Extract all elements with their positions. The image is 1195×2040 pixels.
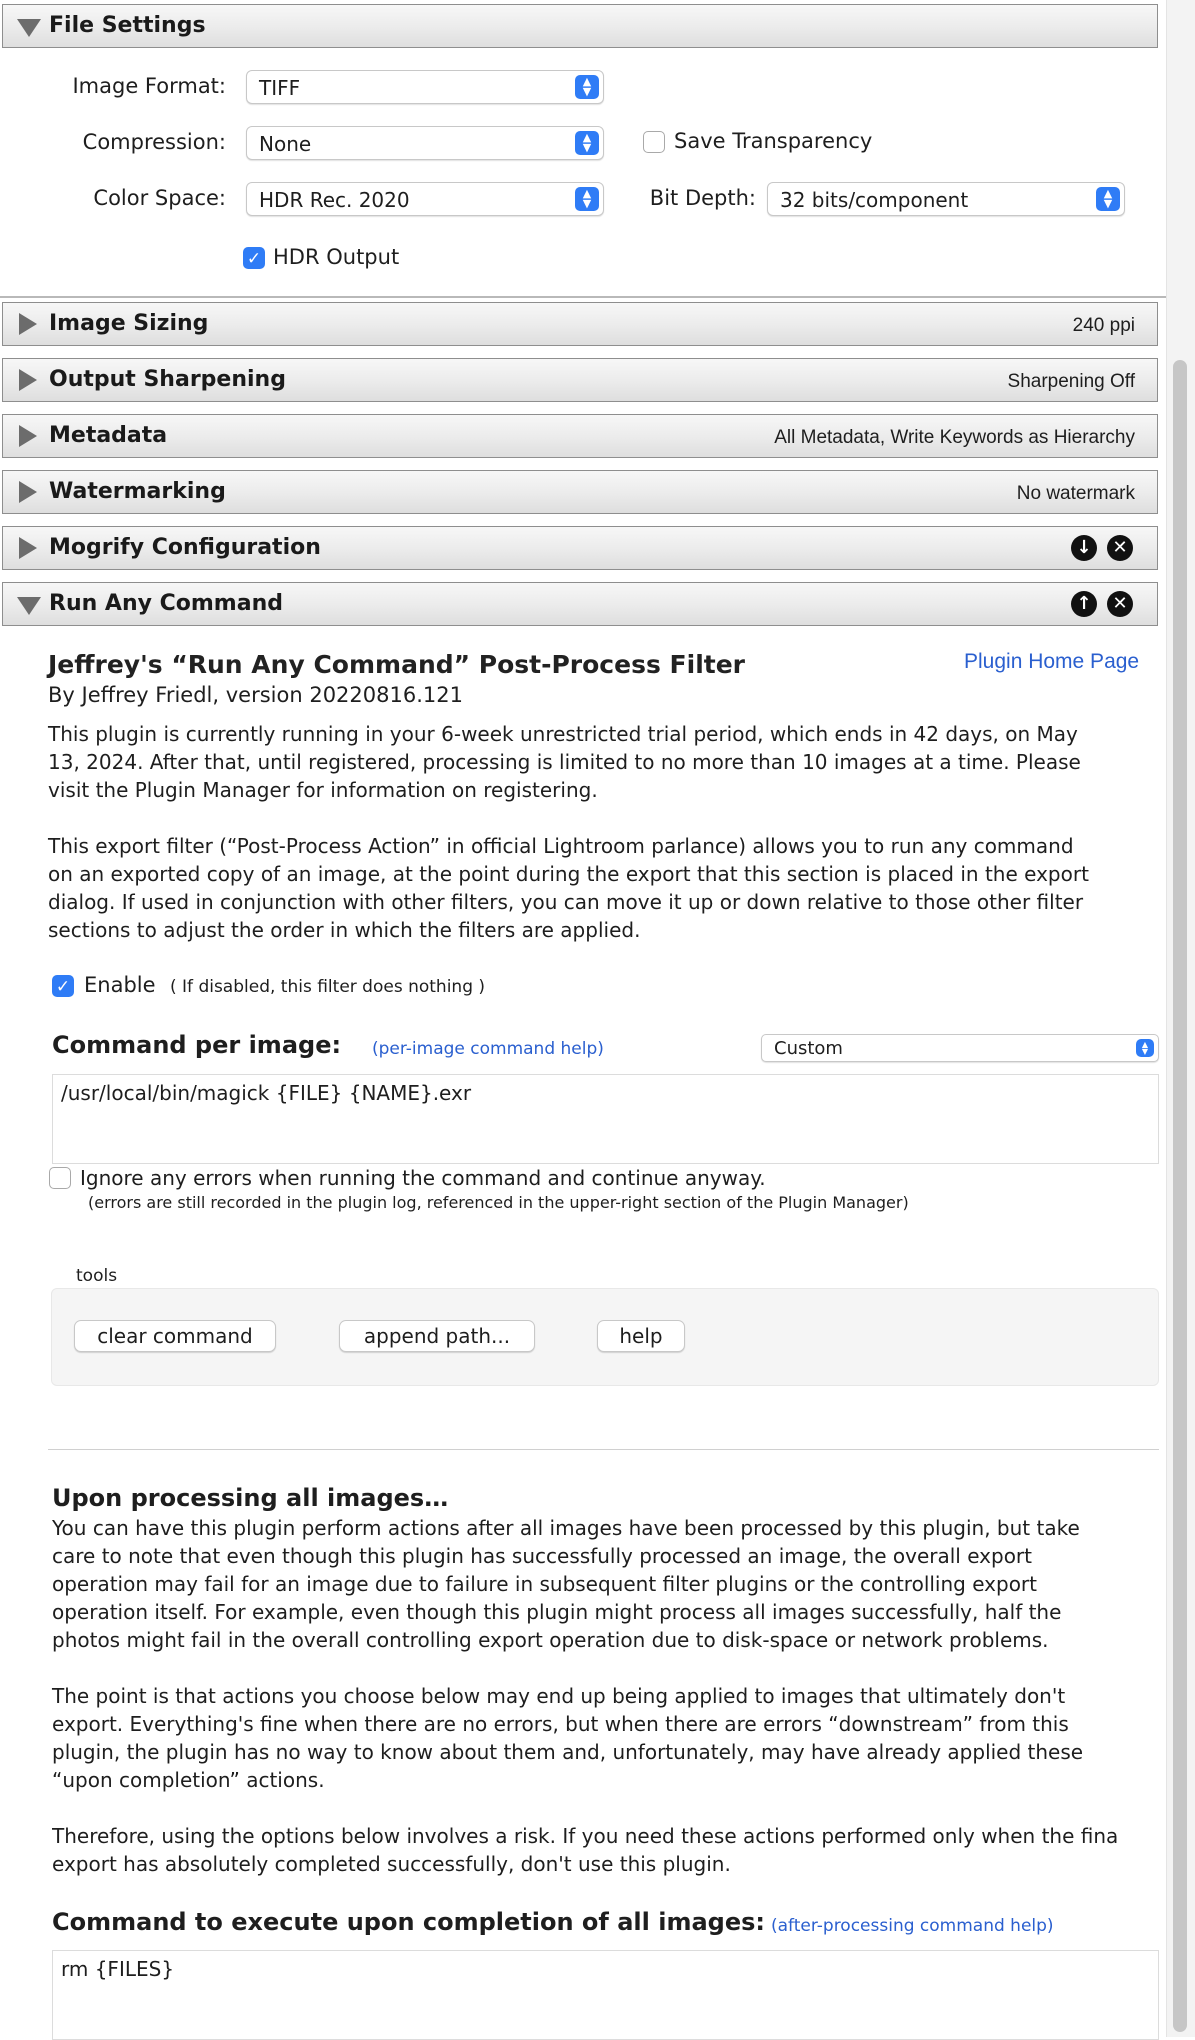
color-space-label: Color Space: [93,186,226,210]
text-line: export has absolutely completed successfully, don't use this plugin. [52,1852,731,1876]
color-space-select[interactable] [246,182,604,216]
after-command-heading: Command to execute upon completion of all images: [52,1908,765,1936]
save-transparency-checkbox[interactable] [643,131,665,153]
section-run-any-command[interactable] [2,582,1158,626]
disclosure-collapsed-icon[interactable] [19,425,37,447]
text-line: Therefore, using the options below involves a risk. If you need these actions performed only when the fina [52,1824,1119,1848]
save-transparency-label: Save Transparency [674,129,873,153]
completion-warning-3 [52,1822,1160,1878]
section-title: Run Any Command [49,591,283,616]
command-heading: Command per image: [52,1031,342,1059]
section-title: Output Sharpening [49,367,286,392]
remove-icon[interactable]: ✕ [1107,535,1133,561]
bit-depth-label: Bit Depth: [649,186,756,210]
text-line: photos might fail in the overall controlling export operation due to disk-space or network problems. [52,1628,1049,1652]
compression-value: None [259,132,312,156]
select-arrows-icon: ▲ ▼ [575,131,599,155]
section-summary: Sharpening Off [1007,371,1135,392]
color-space-value: HDR Rec. 2020 [259,188,410,212]
ignore-errors-note: (errors are still recorded in the plugin log, referenced in the upper-right section of the Plugin Manager) [88,1193,909,1212]
text-line: This plugin is currently running in your 6-week unrestricted trial period, which ends in 42 days, on May [48,722,1078,746]
text-line: export. Everything's fine when there are no errors, but when there are errors “downstream” from this [52,1712,1069,1736]
disclosure-expanded-icon[interactable] [17,597,41,615]
text-line: plugin, the plugin has no way to know about them and, unfortunately, may have already applied these [52,1740,1084,1764]
bit-depth-select[interactable] [767,182,1125,216]
image-format-value: TIFF [259,76,301,100]
bit-depth-value: 32 bits/component [780,188,969,212]
text-line: “upon completion” actions. [52,1768,325,1792]
section-title: Image Sizing [49,311,209,336]
move-up-icon[interactable]: ↑ [1071,591,1097,617]
section-title: File Settings [49,13,206,38]
text-line: on an exported copy of an image, at the point during the export that this section is placed in the export [48,862,1089,886]
select-arrows-icon: ▲ ▼ [1136,1039,1154,1057]
disclosure-expanded-icon[interactable] [17,19,41,37]
section-summary: All Metadata, Write Keywords as Hierarchy [774,427,1135,448]
text-line: You can have this plugin perform actions after all images have been processed by this plugin, but take [52,1516,1080,1540]
command-help-link[interactable]: (per-image command help) [372,1039,604,1059]
select-arrows-icon: ▲ ▼ [575,187,599,211]
disclosure-collapsed-icon[interactable] [19,481,37,503]
disclosure-collapsed-icon[interactable] [19,313,37,335]
disclosure-collapsed-icon[interactable] [19,369,37,391]
completion-heading: Upon processing all images… [52,1484,449,1512]
text-line: care to note that even though this plugin has successfully processed an image, the overall export [52,1544,1032,1568]
tools-label: tools [76,1266,118,1286]
clear-command-button[interactable]: clear command [74,1320,276,1352]
after-command-help-link[interactable]: (after-processing command help) [771,1916,1054,1936]
plugin-byline: By Jeffrey Friedl, version 20220816.121 [48,683,463,707]
text-line: visit the Plugin Manager for information on registering. [48,778,598,802]
section-summary: 240 ppi [1072,315,1135,336]
completion-warning-2 [52,1682,1083,1794]
section-summary: No watermark [1016,483,1135,504]
section-file-settings[interactable] [2,4,1158,48]
command-preset-value: Custom [774,1038,843,1059]
compression-select[interactable] [246,126,604,160]
divider [48,1449,1159,1450]
text-line: 13, 2024. After that, until registered, processing is limited to no more than 10 images at a time. Please [48,750,1081,774]
select-arrows-icon: ▲ ▼ [575,75,599,99]
section-output-sharpening[interactable] [2,358,1158,402]
text-line: operation itself. For example, even though this plugin might process all images successfully, half the [52,1600,1062,1624]
command-preset-select[interactable] [761,1034,1159,1062]
text-line: The point is that actions you choose below may end up being applied to images that ultimately don't [52,1684,1066,1708]
scrollbar-thumb[interactable] [1173,360,1187,2032]
image-format-select[interactable] [246,70,604,104]
remove-icon[interactable]: ✕ [1107,591,1133,617]
text-line: operation may fail for an image due to failure in subsequent filter plugins or the controlling export [52,1572,1037,1596]
plugin-heading: Jeffrey's “Run Any Command” Post-Process Filter [48,650,745,679]
ignore-errors-label: Ignore any errors when running the command and continue anyway. [80,1166,766,1190]
compression-label: Compression: [82,130,226,154]
completion-warning-1 [52,1514,1080,1654]
text-line: dialog. If used in conjunction with other filters, you can move it up or down relative to those other filter [48,890,1084,914]
plugin-home-link[interactable]: Plugin Home Page [964,650,1140,673]
section-mogrify-configuration[interactable] [2,526,1158,570]
hdr-output-label: HDR Output [273,245,400,269]
select-arrows-icon: ▲ ▼ [1096,187,1120,211]
text-line: This export filter (“Post-Process Action” in official Lightroom parlance) allows you to run any command [48,834,1074,858]
section-title: Watermarking [49,479,226,504]
enable-checkbox[interactable]: ✓ [52,975,74,997]
enable-label: Enable [84,973,156,997]
ignore-errors-checkbox[interactable] [49,1167,71,1189]
hdr-output-checkbox[interactable]: ✓ [243,247,265,269]
enable-note: ( If disabled, this filter does nothing ) [170,977,486,997]
section-divider [0,296,1166,298]
section-title: Metadata [49,423,168,448]
after-command-input[interactable]: rm {FILES} [52,1950,1159,2040]
append-path-button[interactable]: append path... [339,1320,535,1352]
move-down-icon[interactable]: ↓ [1071,535,1097,561]
section-title: Mogrify Configuration [49,535,321,560]
filter-description [48,832,1089,944]
help-button[interactable]: help [597,1320,685,1352]
text-line: sections to adjust the order in which the filters are applied. [48,918,641,942]
section-watermarking[interactable] [2,470,1158,514]
section-image-sizing[interactable] [2,302,1158,346]
section-metadata[interactable] [2,414,1158,458]
trial-notice [48,720,1081,804]
image-format-label: Image Format: [72,74,226,98]
command-input[interactable]: /usr/local/bin/magick {FILE} {NAME}.exr [52,1074,1159,1164]
disclosure-collapsed-icon[interactable] [19,537,37,559]
